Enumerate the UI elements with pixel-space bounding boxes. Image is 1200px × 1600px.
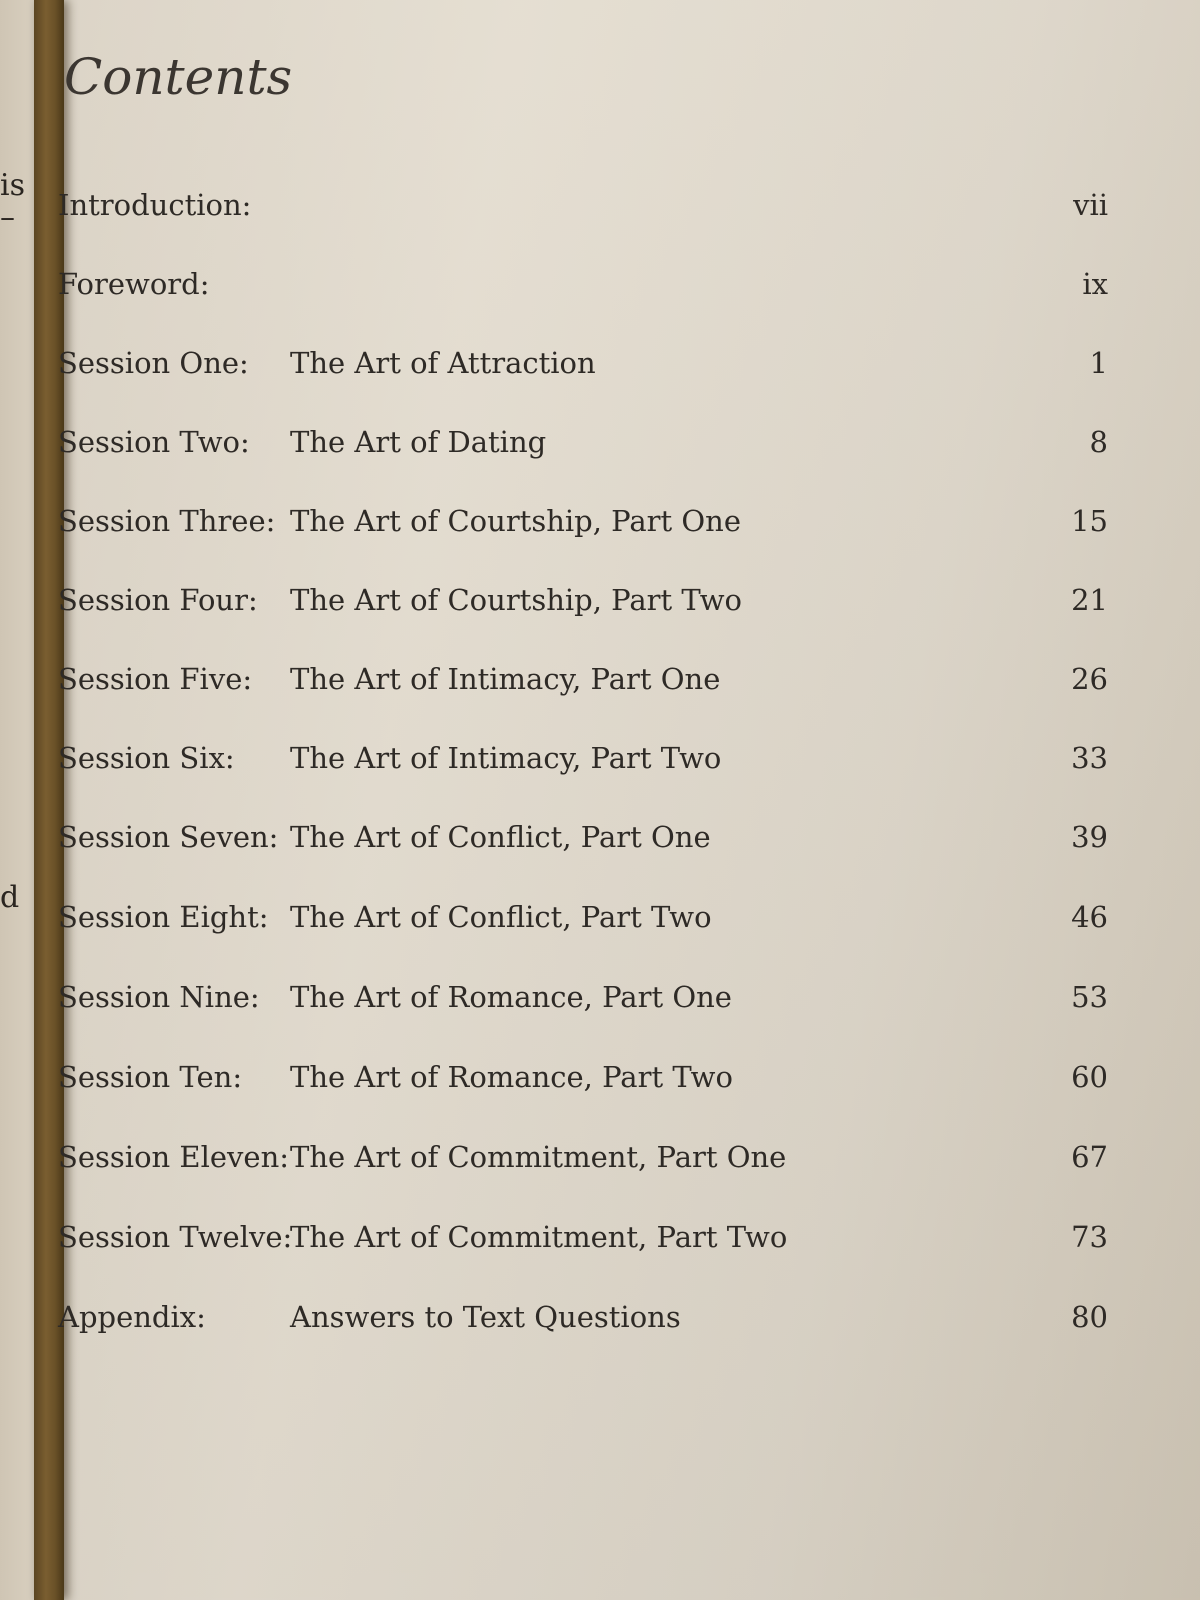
toc-entry <box>58 425 1108 475</box>
toc-entry-chapter: The Art of Conflict, Part Two <box>290 900 712 934</box>
toc-entry-page: 67 <box>1071 1140 1108 1174</box>
toc-entry-page: 26 <box>1071 662 1108 696</box>
toc-entry-page: vii <box>1073 188 1108 222</box>
toc-entry-label: Session Two: <box>58 425 250 459</box>
toc-entry-page: ix <box>1082 267 1108 301</box>
toc-entry <box>58 741 1108 791</box>
toc-entry-chapter: The Art of Romance, Part Two <box>290 1060 733 1094</box>
toc-entry-chapter: The Art of Dating <box>290 425 547 459</box>
toc-entry-label: Session Ten: <box>58 1060 243 1094</box>
toc-entry-label: Appendix: <box>58 1300 206 1334</box>
toc-entry-label: Session Eight: <box>58 900 269 934</box>
toc-entry-label: Session Four: <box>58 583 258 617</box>
toc-entry <box>58 1220 1108 1270</box>
book-gutter <box>34 0 64 1600</box>
page-title: Contents <box>64 48 293 106</box>
toc-entry-chapter: The Art of Attraction <box>290 346 596 380</box>
previous-page-text: is <box>0 168 25 203</box>
previous-page-edge <box>0 0 34 1600</box>
toc-entry-label: Session Twelve: <box>58 1220 293 1254</box>
toc-entry-label: Session Nine: <box>58 980 260 1014</box>
toc-entry <box>58 662 1108 712</box>
previous-page-text: d <box>0 880 20 915</box>
toc-entry-page: 73 <box>1071 1220 1108 1254</box>
toc-entry-label: Session Five: <box>58 662 253 696</box>
toc-entry-page: 53 <box>1071 980 1108 1014</box>
toc-entry <box>58 1140 1108 1190</box>
toc-entry-page: 46 <box>1071 900 1108 934</box>
toc-entry-chapter: The Art of Commitment, Part One <box>290 1140 787 1174</box>
toc-entry-chapter: The Art of Courtship, Part Two <box>290 583 742 617</box>
toc-entry <box>58 820 1108 870</box>
toc-entry-chapter: The Art of Romance, Part One <box>290 980 732 1014</box>
toc-entry <box>58 1060 1108 1110</box>
toc-entry-page: 39 <box>1071 820 1108 854</box>
toc-entry-chapter: Answers to Text Questions <box>290 1300 681 1334</box>
previous-page-text: – <box>0 200 15 235</box>
toc-entry <box>58 583 1108 633</box>
toc-entry-chapter: The Art of Conflict, Part One <box>290 820 711 854</box>
toc-entry <box>58 1300 1108 1350</box>
toc-entry-page: 15 <box>1071 504 1108 538</box>
contents-page <box>58 0 1200 1600</box>
toc-entry-label: Session Three: <box>58 504 276 538</box>
toc-entry <box>58 900 1108 950</box>
toc-entry <box>58 188 1108 238</box>
toc-entry-chapter: The Art of Intimacy, Part One <box>290 662 721 696</box>
toc-entry-label: Session Eleven: <box>58 1140 290 1174</box>
toc-entry-label: Introduction: <box>58 188 252 222</box>
toc-entry-chapter: The Art of Commitment, Part Two <box>290 1220 788 1254</box>
toc-entry-page: 21 <box>1071 583 1108 617</box>
toc-entry-page: 1 <box>1089 346 1108 380</box>
toc-entry-label: Foreword: <box>58 267 210 301</box>
toc-entry-chapter: The Art of Intimacy, Part Two <box>290 741 722 775</box>
toc-entry <box>58 980 1108 1030</box>
toc-entry-page: 33 <box>1071 741 1108 775</box>
toc-entry <box>58 504 1108 554</box>
toc-entry-label: Session Seven: <box>58 820 279 854</box>
toc-entry <box>58 346 1108 396</box>
toc-entry-page: 60 <box>1071 1060 1108 1094</box>
toc-entry-label: Session Six: <box>58 741 235 775</box>
toc-entry <box>58 267 1108 317</box>
toc-entry-page: 80 <box>1071 1300 1108 1334</box>
toc-entry-chapter: The Art of Courtship, Part One <box>290 504 742 538</box>
toc-entry-label: Session One: <box>58 346 249 380</box>
toc-entry-page: 8 <box>1089 425 1108 459</box>
